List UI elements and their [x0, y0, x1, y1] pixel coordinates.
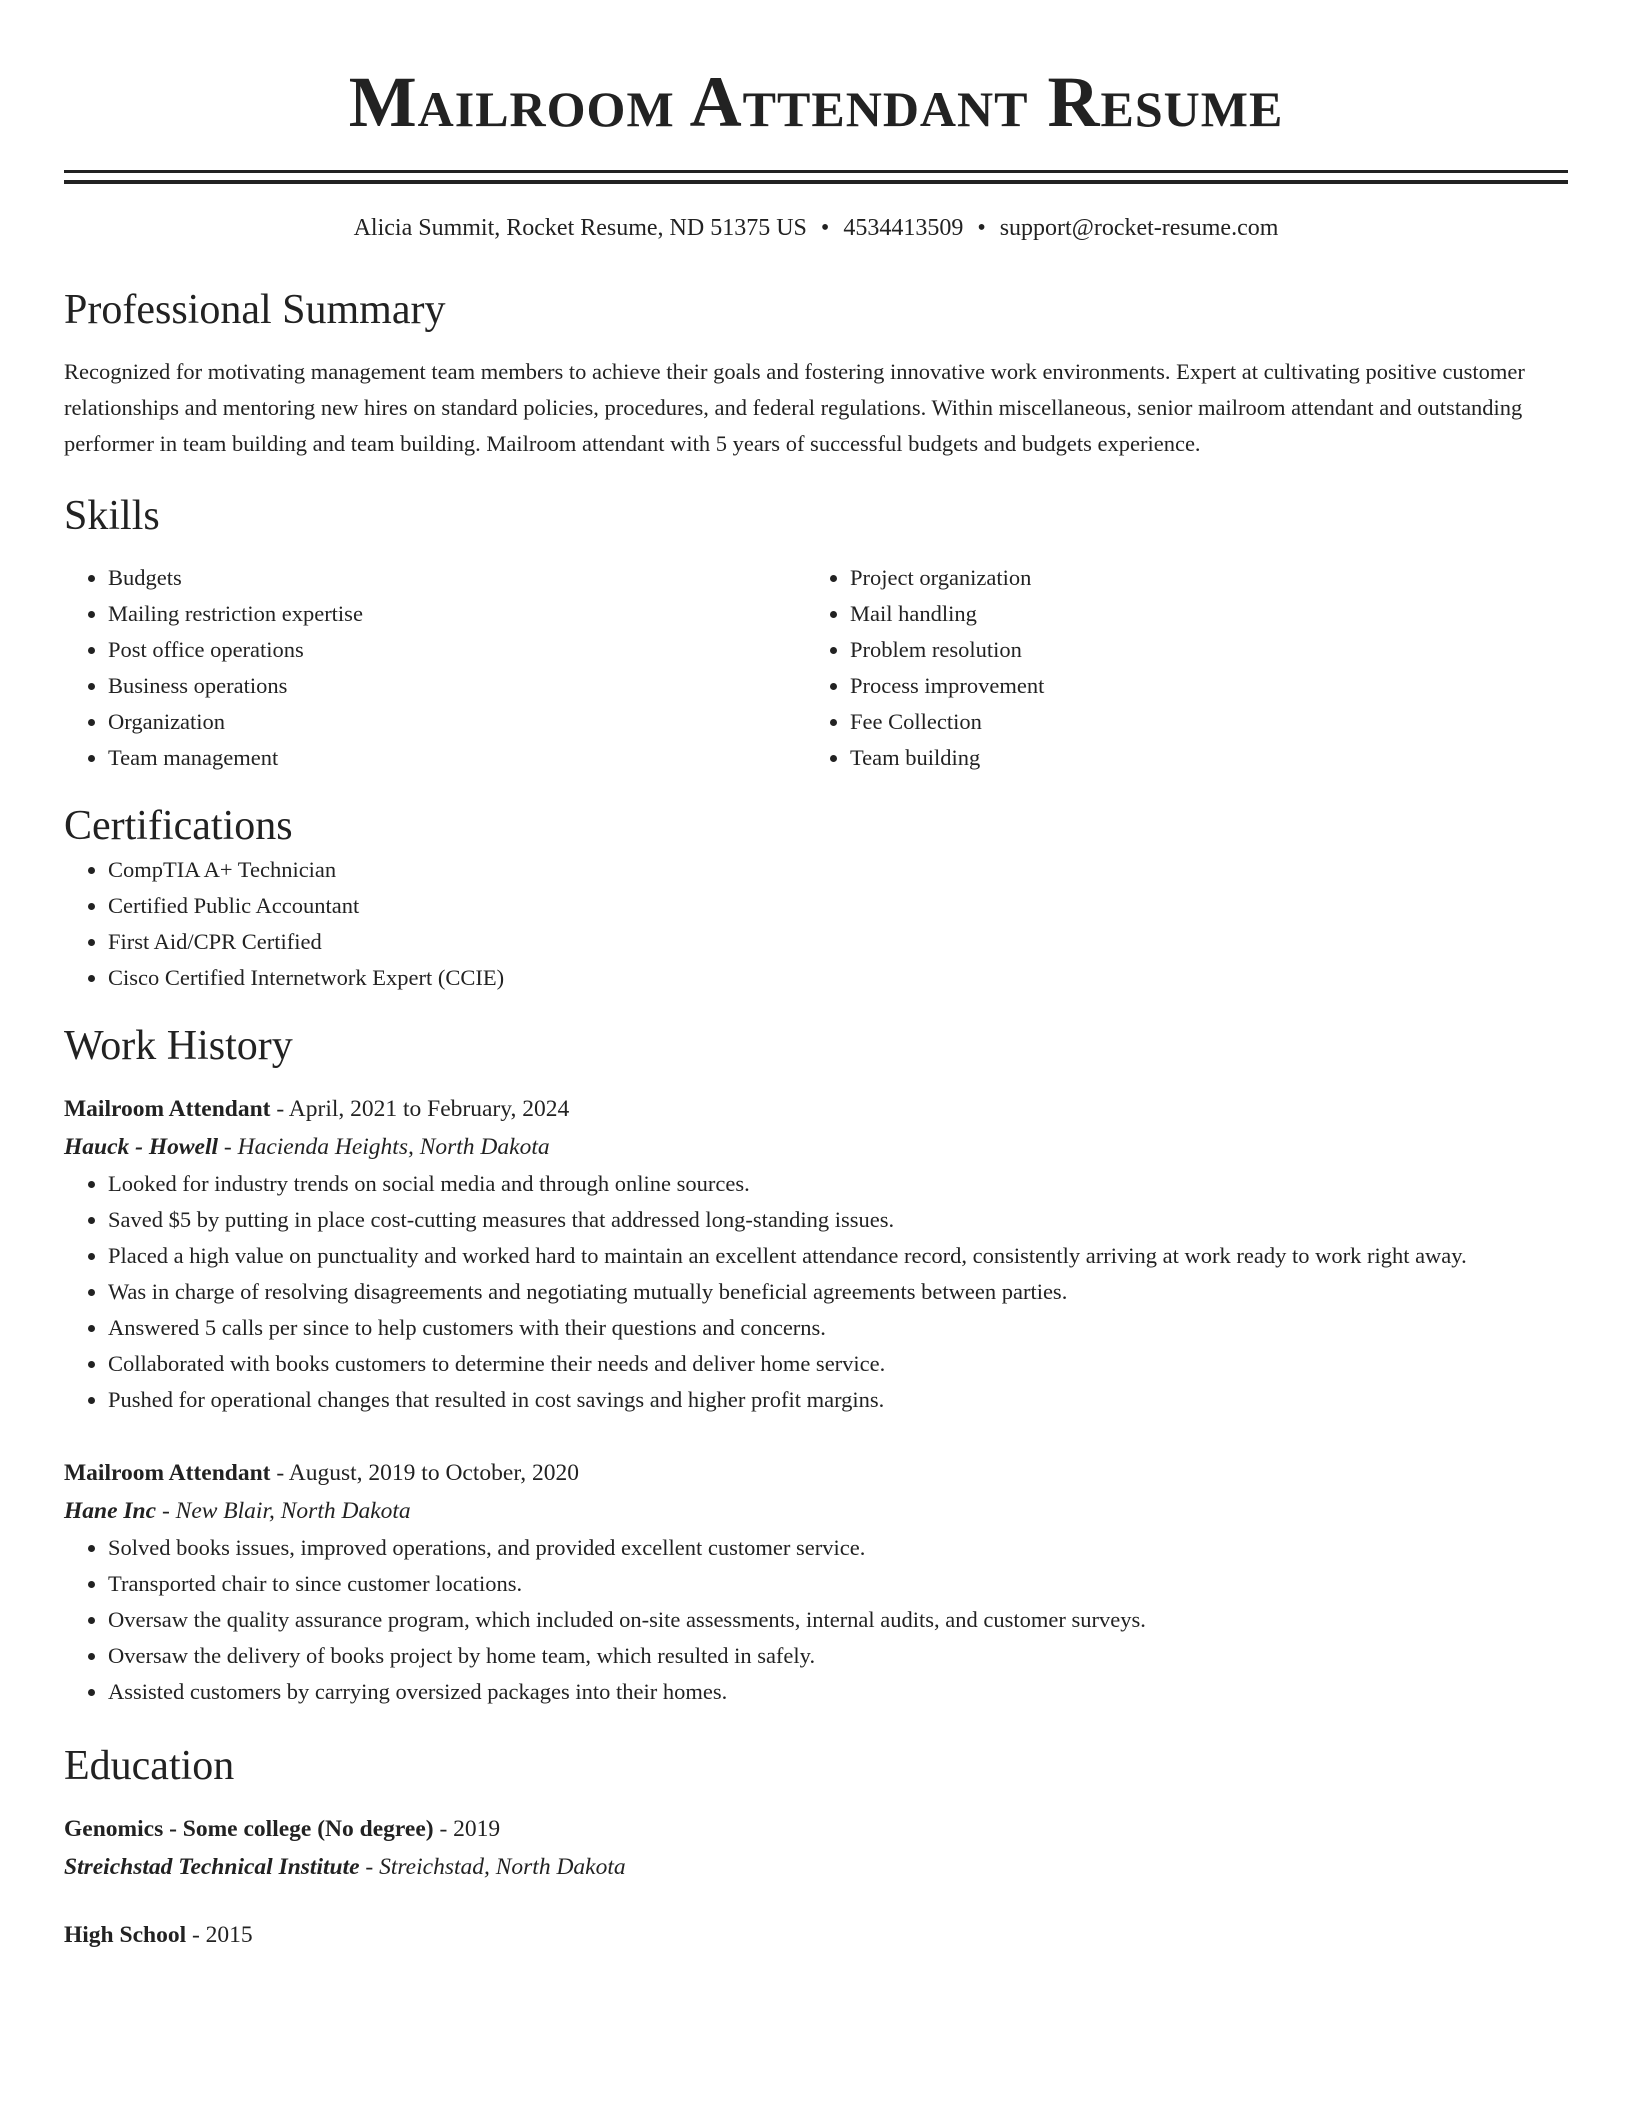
contact-separator: • — [820, 215, 830, 241]
certification-item: • First Aid/CPR Certified — [108, 924, 1568, 960]
skills-list-right — [806, 560, 1548, 776]
job-duties-list — [64, 1166, 1568, 1418]
education-entry — [64, 1810, 1568, 1886]
skills-grid — [64, 560, 1568, 776]
employer-line — [64, 1492, 1568, 1530]
degree-line — [64, 1810, 1568, 1848]
employer-location: - Hacienda Heights, North Dakota — [218, 1134, 550, 1160]
skills-column-left — [64, 560, 806, 776]
skill-item: • Mail handling — [850, 596, 1548, 632]
job-duty: • Was in charge of resolving disagreements and negotiating mutually beneficial agreements between parties. — [108, 1274, 1568, 1310]
skill-item: • Business operations — [108, 668, 806, 704]
degree-name: Genomics - Some college (No degree) — [64, 1816, 434, 1842]
skill-item: • Fee Collection — [850, 704, 1548, 740]
job-entry — [64, 1454, 1568, 1710]
skill-item: • Post office operations — [108, 632, 806, 668]
summary-heading: Professional Summary — [64, 287, 446, 333]
job-title-line — [64, 1454, 1568, 1492]
job-duty: • Transported chair to since customer locations. — [108, 1566, 1568, 1602]
skill-item: • Mailing restriction expertise — [108, 596, 806, 632]
certifications-list — [64, 852, 1568, 996]
employer-location: - New Blair, North Dakota — [156, 1498, 411, 1524]
skills-heading: Skills — [64, 493, 160, 539]
contact-separator: • — [977, 215, 986, 241]
job-duty: • Solved books issues, improved operations, and provided excellent customer service. — [108, 1530, 1568, 1566]
title-divider-bottom — [64, 180, 1568, 184]
contact-address: Alicia Summit, Rocket Resume, ND 51375 US — [353, 215, 807, 241]
certification-item: • Certified Public Accountant — [108, 888, 1568, 924]
contact-phone: 4534413509 — [843, 215, 964, 241]
job-duty: • Oversaw the delivery of books project by home team, which resulted in safely. — [108, 1638, 1568, 1674]
graduation-year: - 2019 — [433, 1816, 501, 1842]
employer-name: Hane Inc — [64, 1498, 157, 1524]
education-heading: Education — [64, 1743, 235, 1789]
skills-list-left — [64, 560, 806, 776]
resume-title: Mailroom Attendant Resume — [348, 62, 1284, 142]
job-duty: • Placed a high value on punctuality and worked hard to maintain an excellent attendance record, consistently arriving at work ready to work right away. — [108, 1238, 1568, 1274]
degree-name: High School — [64, 1922, 187, 1948]
skill-item: • Organization — [108, 704, 806, 740]
summary-text: Recognized for motivating management team members to achieve their goals and fostering innovative work environments. Expert at cultivating positive customer relationships and mentoring new hires on standard policies, procedures, and federal regulations. Within miscellaneous, senior mailroom attendant and outstanding performer in team building and team building. Mailroom attendant with 5 years of successful budgets and budgets experience. — [64, 359, 1525, 456]
employer-name: Hauck - Howell — [64, 1134, 219, 1160]
job-duties-list — [64, 1530, 1568, 1710]
job-title-line — [64, 1090, 1568, 1128]
school-location: - Streichstad, North Dakota — [359, 1854, 626, 1880]
degree-line — [64, 1916, 1568, 1954]
school-name: Streichstad Technical Institute — [64, 1854, 360, 1880]
work-history-heading: Work History — [64, 1023, 293, 1069]
job-dates: - August, 2019 to October, 2020 — [270, 1460, 579, 1486]
skills-column-right — [806, 560, 1548, 776]
job-duty: • Answered 5 calls per since to help customers with their questions and concerns. — [108, 1310, 1568, 1346]
job-duty: • Collaborated with books customers to determine their needs and deliver home service. — [108, 1346, 1568, 1382]
job-duty: • Saved $5 by putting in place cost-cutting measures that addressed long-standing issues. — [108, 1202, 1568, 1238]
contact-line — [64, 212, 1568, 244]
job-title: Mailroom Attendant — [64, 1460, 271, 1486]
job-duty: • Assisted customers by carrying oversized packages into their homes. — [108, 1674, 1568, 1710]
school-line — [64, 1848, 1568, 1886]
certification-item: • Cisco Certified Internetwork Expert (CCIE) — [108, 960, 1568, 996]
skill-item: • Project organization — [850, 560, 1548, 596]
skill-item: • Problem resolution — [850, 632, 1548, 668]
certification-item: • CompTIA A+ Technician — [108, 852, 1568, 888]
job-dates: - April, 2021 to February, 2024 — [270, 1096, 570, 1122]
skill-item: • Process improvement — [850, 668, 1548, 704]
certifications-heading: Certifications — [64, 803, 293, 849]
job-duty: • Pushed for operational changes that resulted in cost savings and higher profit margins. — [108, 1382, 1568, 1418]
employer-line — [64, 1128, 1568, 1166]
title-divider-top — [64, 170, 1568, 173]
education-entry — [64, 1916, 1568, 1954]
job-title: Mailroom Attendant — [64, 1096, 271, 1122]
job-entry — [64, 1090, 1568, 1418]
skill-item: • Team management — [108, 740, 806, 776]
contact-email: support@rocket-resume.com — [999, 215, 1279, 241]
skill-item: • Budgets — [108, 560, 806, 596]
job-duty: • Looked for industry trends on social media and through online sources. — [108, 1166, 1568, 1202]
graduation-year: - 2015 — [186, 1922, 253, 1948]
skill-item: • Team building — [850, 740, 1548, 776]
job-duty: • Oversaw the quality assurance program, which included on-site assessments, internal audits, and customer surveys. — [108, 1602, 1568, 1638]
